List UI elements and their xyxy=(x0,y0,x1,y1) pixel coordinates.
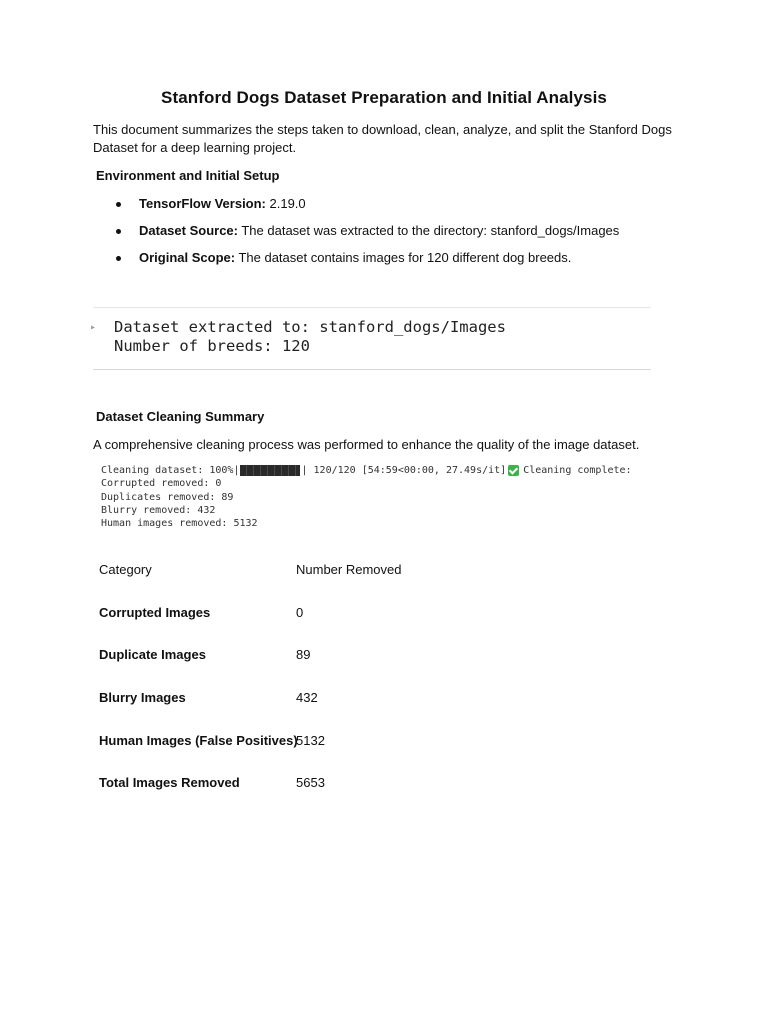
setup-heading: Environment and Initial Setup xyxy=(96,168,280,183)
column-header: Number Removed xyxy=(296,562,402,577)
log-line: Blurry removed: 432 xyxy=(101,504,216,516)
output-line: Dataset extracted to: stanford_dogs/Images xyxy=(114,318,506,336)
count-cell: 89 xyxy=(296,647,311,663)
column-header: Category xyxy=(99,562,152,577)
progress-prefix: Cleaning dataset: 100%| xyxy=(101,465,240,476)
check-mark-icon xyxy=(508,465,519,476)
intro-paragraph xyxy=(93,121,673,157)
summary-table xyxy=(99,558,499,814)
list-item xyxy=(116,195,619,222)
table-row xyxy=(99,771,499,814)
bullet-dot xyxy=(116,202,121,207)
table-row xyxy=(99,729,499,772)
output-line: Number of breeds: 120 xyxy=(114,337,310,355)
log-line: Corrupted removed: 0 xyxy=(101,478,222,490)
category-cell: Corrupted Images xyxy=(99,604,211,620)
item-text: The dataset was extracted to the directory: stanford_dogs/Images xyxy=(237,223,620,238)
setup-list xyxy=(116,195,619,276)
cleaning-heading: Dataset Cleaning Summary xyxy=(96,409,265,424)
progress-suffix: | 120/120 [54:59<00:00, 27.49s/it] xyxy=(301,465,507,476)
count-cell: 0 xyxy=(296,604,304,620)
count-cell: 432 xyxy=(296,690,318,706)
intro-line: Dataset for a deep learning project. xyxy=(93,140,297,155)
extract-output-block xyxy=(90,307,651,370)
count-cell: 5653 xyxy=(296,775,325,791)
cleaning-log xyxy=(101,464,681,530)
item-label: Dataset Source: xyxy=(139,223,238,238)
category-cell: Human Images (False Positives) xyxy=(99,732,298,748)
category-cell: Total Images Removed xyxy=(99,775,240,791)
list-item xyxy=(116,249,619,276)
page-title: Stanford Dogs Dataset Preparation and Initial Analysis xyxy=(161,88,607,107)
item-label: Original Scope: xyxy=(139,250,236,265)
output-arrow-icon: ▸ xyxy=(90,322,97,333)
count-cell: 5132 xyxy=(296,732,325,748)
progress-line xyxy=(101,464,681,477)
table-row xyxy=(99,601,499,644)
log-line: Human images removed: 5132 xyxy=(101,518,258,530)
progress-bar xyxy=(240,465,300,476)
category-cell: Duplicate Images xyxy=(99,647,206,663)
log-line: Duplicates removed: 89 xyxy=(101,491,234,503)
bullet-dot xyxy=(116,229,121,234)
complete-text: Cleaning complete: xyxy=(523,465,632,476)
table-header-row xyxy=(99,558,499,601)
cleaning-description: A comprehensive cleaning process was performed to enhance the quality of the image dataset. xyxy=(93,437,640,452)
item-label: TensorFlow Version: xyxy=(139,196,266,211)
list-item xyxy=(116,222,619,249)
bullet-dot xyxy=(116,256,121,261)
item-text: The dataset contains images for 120 different dog breeds. xyxy=(235,250,572,265)
item-text: 2.19.0 xyxy=(265,196,306,211)
category-cell: Blurry Images xyxy=(99,690,186,706)
table-row xyxy=(99,643,499,686)
intro-line: This document summarizes the steps taken to download, clean, analyze, and split the Stanford Dogs xyxy=(93,122,672,137)
table-row xyxy=(99,686,499,729)
